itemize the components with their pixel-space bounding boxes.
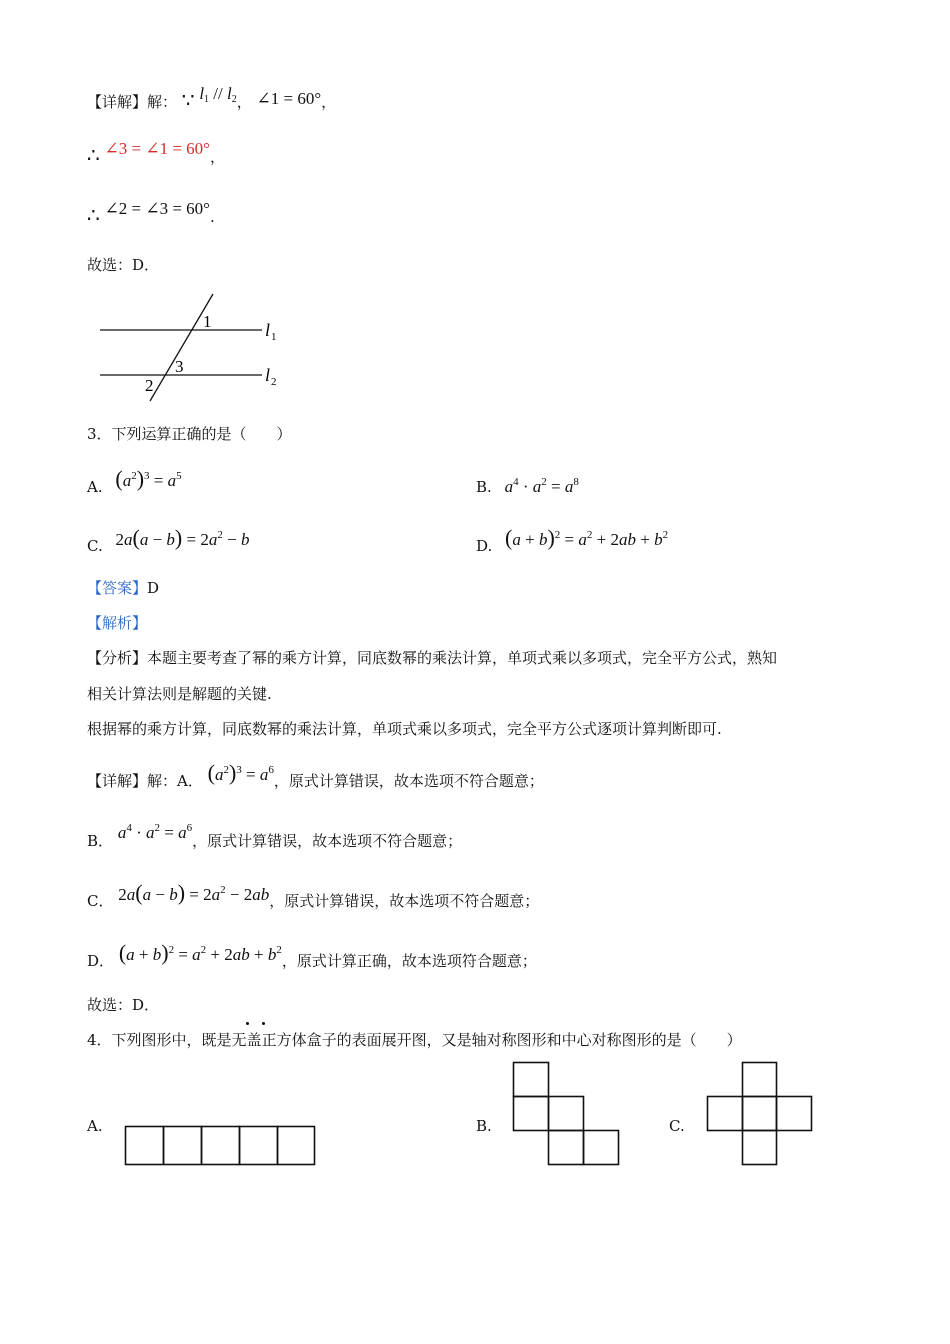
label-angle3: 3 xyxy=(175,357,184,376)
detail-b-formula: $a^4 \cdot a^2 = a^6$ xyxy=(117,822,193,842)
q3-choose: 故选：D． xyxy=(87,996,160,1014)
q4-option-b-label: B. xyxy=(476,1117,492,1135)
option-a-label: A. xyxy=(87,478,103,496)
analysis-tag: 【解析】 xyxy=(87,614,148,632)
detail-c-formula: $2a(a - b) = 2a^2 - 2ab$ xyxy=(118,880,270,905)
formula-parallel: $l_1 // l_2$ xyxy=(199,84,237,105)
label-l1: l xyxy=(265,320,271,340)
answer-value: D xyxy=(147,579,160,597)
formula-angle3-eq: ∠3 = ∠1 = 60° xyxy=(104,139,210,158)
transversal-line xyxy=(150,294,213,401)
detail-d-formula: $(a + b)^2 = a^2 + 2ab + b^2$ xyxy=(118,940,282,965)
emphasis-dot xyxy=(262,1022,265,1025)
because-symbol: ∵ xyxy=(181,88,195,112)
q3-option-d xyxy=(476,525,669,556)
analysis-paragraph-1-line-2: 相关计算法则是解题的关键. xyxy=(87,685,272,703)
detail-label: 【详解】解： xyxy=(87,93,178,111)
q2-detail-line: 【详解】解： ∵ $l_1 // l_2$， ∠1 = 60°， xyxy=(87,84,337,112)
q2-therefore-line1: ∴ ∠3 = ∠1 = 60°， xyxy=(87,139,225,167)
therefore-symbol: ∴ xyxy=(87,143,100,167)
emphasis-dot xyxy=(246,1022,249,1025)
q3-detail-b: B． $a^4 \cdot a^2 = a^6$，原式计算错误，故本选项不符合题意； xyxy=(87,822,463,850)
net-figure-c xyxy=(706,1061,814,1167)
analysis-paragraph-2: 根据幂的乘方计算，同底数幂的乘法计算，单项式乘以多项式，完全平方公式逐项计算判断即可. xyxy=(87,720,722,738)
answer-tag: 【答案】 xyxy=(87,579,148,597)
q3-detail-a: 【详解】解：A． $(a^2)^3 = a^6$，原式计算错误，故本选项不符合题意； xyxy=(87,760,544,790)
option-b-formula: $a^4 \cdot a^2 = a^8$ xyxy=(504,476,579,496)
q2-therefore-line2: ∴ ∠2 = ∠3 = 60°. xyxy=(87,199,215,227)
q3-detail-c: C． $2a(a - b) = 2a^2 - 2ab$，原式计算错误，故本选项不符合题意； xyxy=(87,880,540,910)
formula-angle1: ∠1 = 60° xyxy=(256,89,322,108)
option-c-formula: $2a(a - b) = 2a^2 - b$ xyxy=(115,525,250,550)
q3-option-a xyxy=(87,466,182,497)
q3-detail-d: D． $(a + b)^2 = a^2 + 2ab + b^2$，原式计算正确，故本选项符合题意； xyxy=(87,940,537,970)
analysis-paragraph-1-line-1: 【分析】本题主要考查了幂的乘方计算，同底数幂的乘法计算，单项式乘以多项式，完全平方公式，熟知 xyxy=(87,649,778,667)
therefore-symbol: ∴ xyxy=(87,203,100,227)
option-d-formula: $(a + b)^2 = a^2 + 2ab + b^2$ xyxy=(505,525,669,550)
q4-option-a-label: A. xyxy=(87,1117,103,1135)
option-a-formula: $(a^2)^3 = a^5$ xyxy=(115,466,182,491)
option-c-label: C. xyxy=(87,537,103,555)
label-l1-sub: 1 xyxy=(271,331,277,343)
net-figure-b xyxy=(512,1061,621,1167)
q3-option-c xyxy=(87,525,250,556)
q4-stem: 4．下列图形中，既是无盖正方体盒子的表面展开图，又是轴对称图形和中心对称图形的是（ ） xyxy=(87,1031,742,1049)
option-b-label: B. xyxy=(476,478,492,496)
label-l2: l xyxy=(265,365,271,385)
label-l2-sub: 2 xyxy=(271,376,277,388)
formula-angle2-eq: ∠2 = ∠3 = 60° xyxy=(104,199,210,218)
emphasis-text: 无盖 xyxy=(231,1031,262,1049)
q3-answer xyxy=(87,578,159,598)
parallel-lines-figure xyxy=(95,290,295,405)
q3-stem: 3．下列运算正确的是（ ） xyxy=(87,425,292,443)
net-figure-a xyxy=(124,1125,317,1167)
option-d-label: D. xyxy=(476,537,493,555)
q2-choose: 故选：D． xyxy=(87,256,160,274)
q4-option-c-label: C. xyxy=(669,1117,685,1135)
label-angle1: 1 xyxy=(203,312,212,331)
detail-a-formula: $(a^2)^3 = a^6$ xyxy=(207,760,274,785)
label-angle2: 2 xyxy=(145,376,154,395)
q3-option-b xyxy=(476,472,579,497)
